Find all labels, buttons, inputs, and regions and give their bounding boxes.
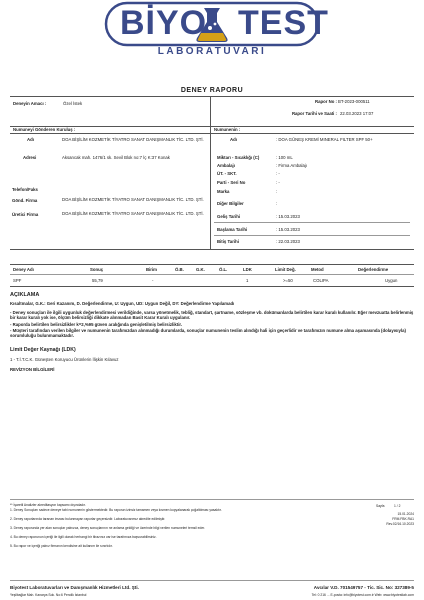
brand-value: : [276, 189, 278, 194]
page-number: 1 / 2 [394, 504, 401, 508]
notes-abbreviations: Kısaltmalar, G.K.: Geri Kazanım, D. Değerlendirme, U: Uygun, UD: Uygun Değil, DY: Değerlendirme Yapılamadı [10, 301, 235, 306]
purpose-label: Deneyin Amacı : [13, 101, 47, 106]
col-limit: Limit Değ. [275, 267, 296, 272]
footnote-line: 3. Deney raporunda yer alan sonuçlar yalnızca, deney sonuçlarının ne anlama geldiği ve üzerinde bilgi verilen numuneleri temsil eder. [10, 526, 205, 530]
logo-word-right: TEST [238, 4, 329, 42]
col-ol: Ö.L. [219, 267, 228, 272]
footnote-line: 4. Bu deney raporunun içeriği ile ilgili olarak herhangi bir itirazınız var ise tarafımıza başvurabilirsiniz. [10, 535, 157, 539]
logo-subtitle: LABORATUVARI [157, 46, 267, 57]
col-ldk: LDK [243, 267, 252, 272]
col-result: Sonuç [90, 267, 104, 272]
sending-firm-label: Gönd. Firma [12, 198, 38, 203]
lot-label: Parti - Seri No [217, 180, 246, 185]
col-ob: Ö.B. [175, 267, 184, 272]
brand-label: Marka [217, 189, 230, 194]
producer-label: Üretici Firma [12, 212, 39, 217]
sample-name-value: : DOA GÜNEŞ KREMİ MINERAL FILTER SPF 50+ [276, 137, 373, 142]
end-date-label: Bitiş Tarihi [217, 239, 239, 244]
producer-value: DOA BİŞİLİM KOZMETİK TİYATRO SANAT DANIŞMANLIK TİC. LTD. ŞTİ. [62, 211, 204, 216]
page-label: Sayfa [376, 504, 385, 508]
cell-test-name: SPF [13, 278, 22, 283]
cell-unit: - [152, 278, 154, 283]
report-title: DENEY RAPORU [180, 87, 244, 94]
phone-label: Telefon/Faks [12, 187, 38, 192]
sender-section-title: Numuneyi Gönderen Kuruluş : [13, 127, 76, 132]
sample-section-title: Numunenin : [214, 127, 241, 132]
arrival-date-value: : 15.03.2023 [276, 214, 300, 219]
footer-tax: Avcılar V.D. 701549757 - Tic. Sic. No: 327389-5 [313, 585, 414, 590]
end-date-value: : 22.03.2023 [276, 239, 300, 244]
notes-title: AÇIKLAMA [10, 292, 40, 298]
notes-line: - Deney sonuçları ile ilgili uygunluk değerlendirmesi verildiğinde, varsa yönetmelik, tebliğ, standart, şartname, sözleşme vb. dokümanlarda belirtilen karar kuralı kullanılır. Eğer mevzuatta belirlenmiş bir karar kuralı yok ise, ölçüm belirsizliği dikkate alınmadan Basit Karar Kuralı uygulanır. [10, 310, 414, 320]
footer-contact: Tel: 0 216 ... E-posta: info@biyotest.com.tr Web: www.biyotestlab.com [311, 593, 414, 597]
cell-ldk: 1 [246, 278, 249, 283]
ldk-title: Limit Değer Kaynağı (LDK) [10, 347, 76, 353]
sender-name-value: DOA BİŞİLİM KOZMETİK TİYATRO SANAT DANIŞMANLIK TİC. LTD. ŞTİ. [62, 137, 204, 142]
notes-line: - Müşteri tarafından verilen bilgiler ve numunenin tarafımızdan alınmadığı durumlarda, sonuçlar numunenin teslim alındığı hali için geçerlidir ve tarafımızın numune alma aşamasında (dolayısıyla) sorumluluğu bulunmamaktadır. [10, 328, 406, 338]
other-info-value: : [276, 201, 278, 206]
footer-address: Yeşilbağlar Mah. Kanarya Sok. No:6 Pendik İstanbul [10, 593, 87, 597]
ut-value: : - [276, 171, 280, 176]
cell-result: 55,79 [92, 278, 103, 283]
results-header-row [0, 267, 424, 273]
arrival-date-label: Geliş Tarihi [217, 214, 241, 219]
cell-limit: >=50 [283, 278, 293, 283]
table-row [0, 278, 424, 284]
report-no-value: BT-2023-000511 [338, 99, 370, 104]
notes-line: - Raporda belirtilen belirsizlikler k=2,%95 güven aralığında genişletilmiş belirsizliktir. [10, 322, 183, 327]
doc-meta-revision: Rev.02/16.10.2023 [386, 522, 414, 526]
logo [100, 0, 329, 62]
packaging-label: Ambalajı [217, 163, 235, 168]
col-unit: Birim [146, 267, 157, 272]
footer-company: Biyotest Laboratuvarları ve Danışmanlık Hizmetleri Ltd. Şti. [10, 585, 139, 590]
report-date-value: 22.03.2023 17:07 [340, 111, 374, 116]
doc-meta-date: 15.01.2024 [397, 512, 414, 516]
address-label: Adresi [23, 155, 37, 160]
ut-label: ÜT. - SKT. [217, 171, 237, 176]
revision-title: REVİZYON BİLGİLERİ [10, 367, 55, 372]
ldk-line: 1 - T.İ.T.C.K. Güneşten Koruyucu Ürünlerin İlişkin Kılavuz [10, 357, 119, 362]
doc-meta-code: FRM.FBK.RA1 [392, 517, 414, 521]
cell-evaluation: Uygun [385, 278, 398, 283]
footnote-line: 1. Deney Sonuçları sadece deneye tabi numunenin göstermektedir. Bu raporun izinsiz tamamen veya kısmen kopyalanarak çoğaltılması yasaktır. [10, 508, 222, 512]
footnote-line: 2. Deney raporlarında taranan imzası bulunmayan raporlar geçersizdir. Laboratuvarımız akredite edilmiştir. [10, 517, 166, 521]
footnote-line: 5. Bu rapor ve içeriği yalnız firmanın kendisine ait kullanım ile sınırlıdır. [10, 544, 113, 548]
amount-value: : 100 mL [276, 155, 293, 160]
col-method: Metod [311, 267, 324, 272]
col-test-name: Deney Adı [13, 267, 34, 272]
other-info-label: Diğer Bilgiler [217, 201, 244, 206]
sample-name-label: Adı [230, 137, 237, 142]
address-value: Aksancak mah. 1476/1 sk. Sevil Blok no:7 İç K:37 Konak [62, 155, 170, 160]
sender-name-label: Adı [27, 137, 34, 142]
amount-label: Miktarı - Sıcaklığı (C) [217, 155, 260, 160]
cell-method: COLIPA [313, 278, 329, 283]
report-no-label: Rapor No : [315, 99, 337, 104]
col-evaluation: Değerlendirme [358, 267, 389, 272]
logo-word-left: BİYO [120, 4, 208, 42]
purpose-value: Özel İstek [63, 101, 83, 106]
report-date-label: Rapor Tarihi ve Saati : [291, 111, 337, 116]
start-date-value: : 15.03.2023 [276, 227, 300, 232]
footnote-line: ** İşaretli Analizler akreditasyon kapsamı dışındadır. [10, 503, 86, 507]
start-date-label: Başlama Tarihi [217, 227, 248, 232]
sending-firm-value: DOA BİŞİLİM KOZMETİK TİYATRO SANAT DANIŞMANLIK TİC. LTD. ŞTİ. [62, 197, 204, 202]
col-gk: G.K. [196, 267, 205, 272]
lot-value: : - [276, 180, 280, 185]
packaging-value: : Firma Ambalajı [276, 163, 308, 168]
